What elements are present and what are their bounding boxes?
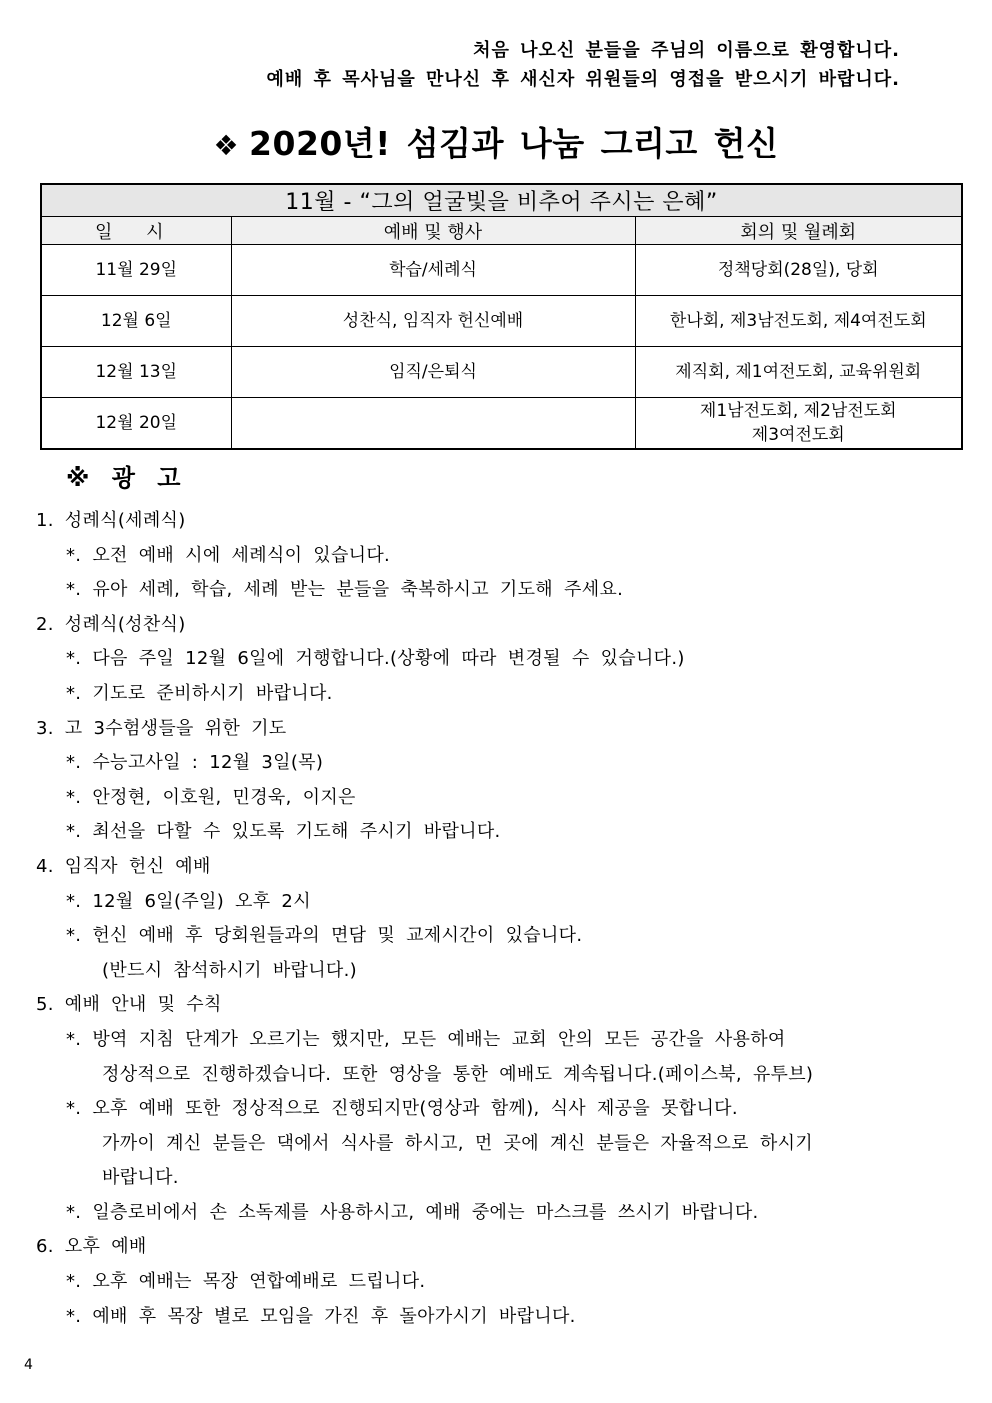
ad-item-continuation: 가까이 계신 분들은 댁에서 식사를 하시고, 먼 곳에 계신 분들은 자율적으로 하시기 <box>102 1132 813 1154</box>
ad-item <box>36 850 956 988</box>
ad-item-continuation: 정상적으로 진행하겠습니다. 또한 영상을 통한 예배도 계속됩니다.(페이스북, 유투브) <box>102 1063 814 1085</box>
table-row <box>41 347 962 398</box>
page-title-text: 2020년! 섬김과 나눔 그리고 헌신 <box>249 124 779 163</box>
header-meeting: 회의 및 월례회 <box>635 217 962 245</box>
row-meeting <box>635 398 962 450</box>
ad-item-title: 4. 임직자 헌신 예배 <box>36 855 211 877</box>
table-row <box>41 296 962 347</box>
ads-list <box>36 504 956 1334</box>
ad-item-title: 5. 예배 안내 및 수칙 <box>36 994 222 1016</box>
row-date: 11월 29일 <box>41 245 231 296</box>
ad-item-title: 1. 성례식(세례식) <box>36 510 186 531</box>
page-number: 4 <box>24 1357 33 1373</box>
ad-item <box>36 988 956 1230</box>
ad-item-bullet: *. 오전 예배 시에 세례식이 있습니다. <box>66 544 391 566</box>
welcome-line-2: 예배 후 목사님을 만나신 후 새신자 위원들의 영접을 받으시기 바랍니다. <box>266 69 900 90</box>
ad-item-bullet: *. 오후 예배 또한 정상적으로 진행되지만(영상과 함께), 식사 제공을 못합니다. <box>66 1098 738 1120</box>
ad-item-bullet: *. 오후 예배는 목장 연합예배로 드립니다. <box>66 1271 426 1293</box>
schedule-banner-row <box>41 184 962 217</box>
schedule-header-row <box>41 217 962 245</box>
row-event <box>231 398 635 450</box>
ad-item-bullet: *. 기도로 준비하시기 바랍니다. <box>66 682 333 704</box>
row-date: 12월 13일 <box>41 347 231 398</box>
welcome-message <box>267 36 901 94</box>
ad-item <box>36 608 956 712</box>
row-meeting-line-2: 제3여전도회 <box>751 425 845 445</box>
ads-heading: ※ 광 고 <box>66 464 185 492</box>
row-date: 12월 6일 <box>41 296 231 347</box>
page-title <box>0 118 992 165</box>
ad-item-title: 6. 오후 예배 <box>36 1236 147 1258</box>
ad-item-bullet: *. 유아 세례, 학습, 세례 받는 분들을 축복하시고 기도해 주세요. <box>66 579 624 601</box>
ad-item-bullet: *. 안정현, 이호원, 민경욱, 이지은 <box>66 786 356 808</box>
ad-item-bullet: *. 다음 주일 12월 6일에 거행합니다.(상황에 따라 변경될 수 있습니다.) <box>66 648 685 670</box>
ad-item-bullet: *. 헌신 예배 후 당회원들과의 면담 및 교제시간이 있습니다. <box>66 925 583 947</box>
ad-item-bullet: *. 예배 후 목장 별로 모임을 가진 후 돌아가시기 바랍니다. <box>66 1305 576 1327</box>
table-row <box>41 245 962 296</box>
row-event: 성찬식, 임직자 헌신예배 <box>231 296 635 347</box>
header-event: 예배 및 행사 <box>231 217 635 245</box>
schedule-table <box>40 183 963 450</box>
ad-item-title: 3. 고 3수험생들을 위한 기도 <box>36 717 287 739</box>
ad-item-continuation: (반드시 참석하시기 바랍니다.) <box>102 959 357 981</box>
table-row <box>41 398 962 450</box>
ad-item-title: 2. 성례식(성찬식) <box>36 613 186 635</box>
ad-item-bullet: *. 수능고사일 : 12월 3일(목) <box>66 752 324 774</box>
header-date: 일 시 <box>41 217 231 245</box>
ad-item <box>36 712 956 850</box>
row-meeting: 제직회, 제1여전도회, 교육위원회 <box>635 347 962 398</box>
row-meeting-line-1: 제1남전도회, 제2남전도회 <box>699 401 897 421</box>
row-event: 임직/은퇴식 <box>231 347 635 398</box>
schedule-banner: 11월 - “그의 얼굴빛을 비추어 주시는 은혜” <box>41 184 962 217</box>
diamond-icon: ❖ <box>213 129 240 162</box>
ad-item-bullet: *. 최선을 다할 수 있도록 기도해 주시기 바랍니다. <box>66 821 501 843</box>
row-date: 12월 20일 <box>41 398 231 450</box>
row-meeting: 정책당회(28일), 당회 <box>635 245 962 296</box>
ad-item <box>36 504 956 608</box>
ad-item-bullet: *. 12월 6일(주일) 오후 2시 <box>66 890 311 912</box>
ad-item-bullet: *. 방역 지침 단계가 오르기는 했지만, 모든 예배는 교회 안의 모든 공간을 사용하여 <box>66 1028 786 1050</box>
row-meeting: 한나회, 제3남전도회, 제4여전도회 <box>635 296 962 347</box>
ad-item-continuation: 바랍니다. <box>102 1167 179 1189</box>
row-event: 학습/세례식 <box>231 245 635 296</box>
ad-item-bullet: *. 일층로비에서 손 소독제를 사용하시고, 예배 중에는 마스크를 쓰시기 바랍니다. <box>66 1201 759 1223</box>
ad-item <box>36 1230 956 1334</box>
welcome-line-1: 처음 나오신 분들을 주님의 이름으로 환영합니다. <box>473 40 900 61</box>
